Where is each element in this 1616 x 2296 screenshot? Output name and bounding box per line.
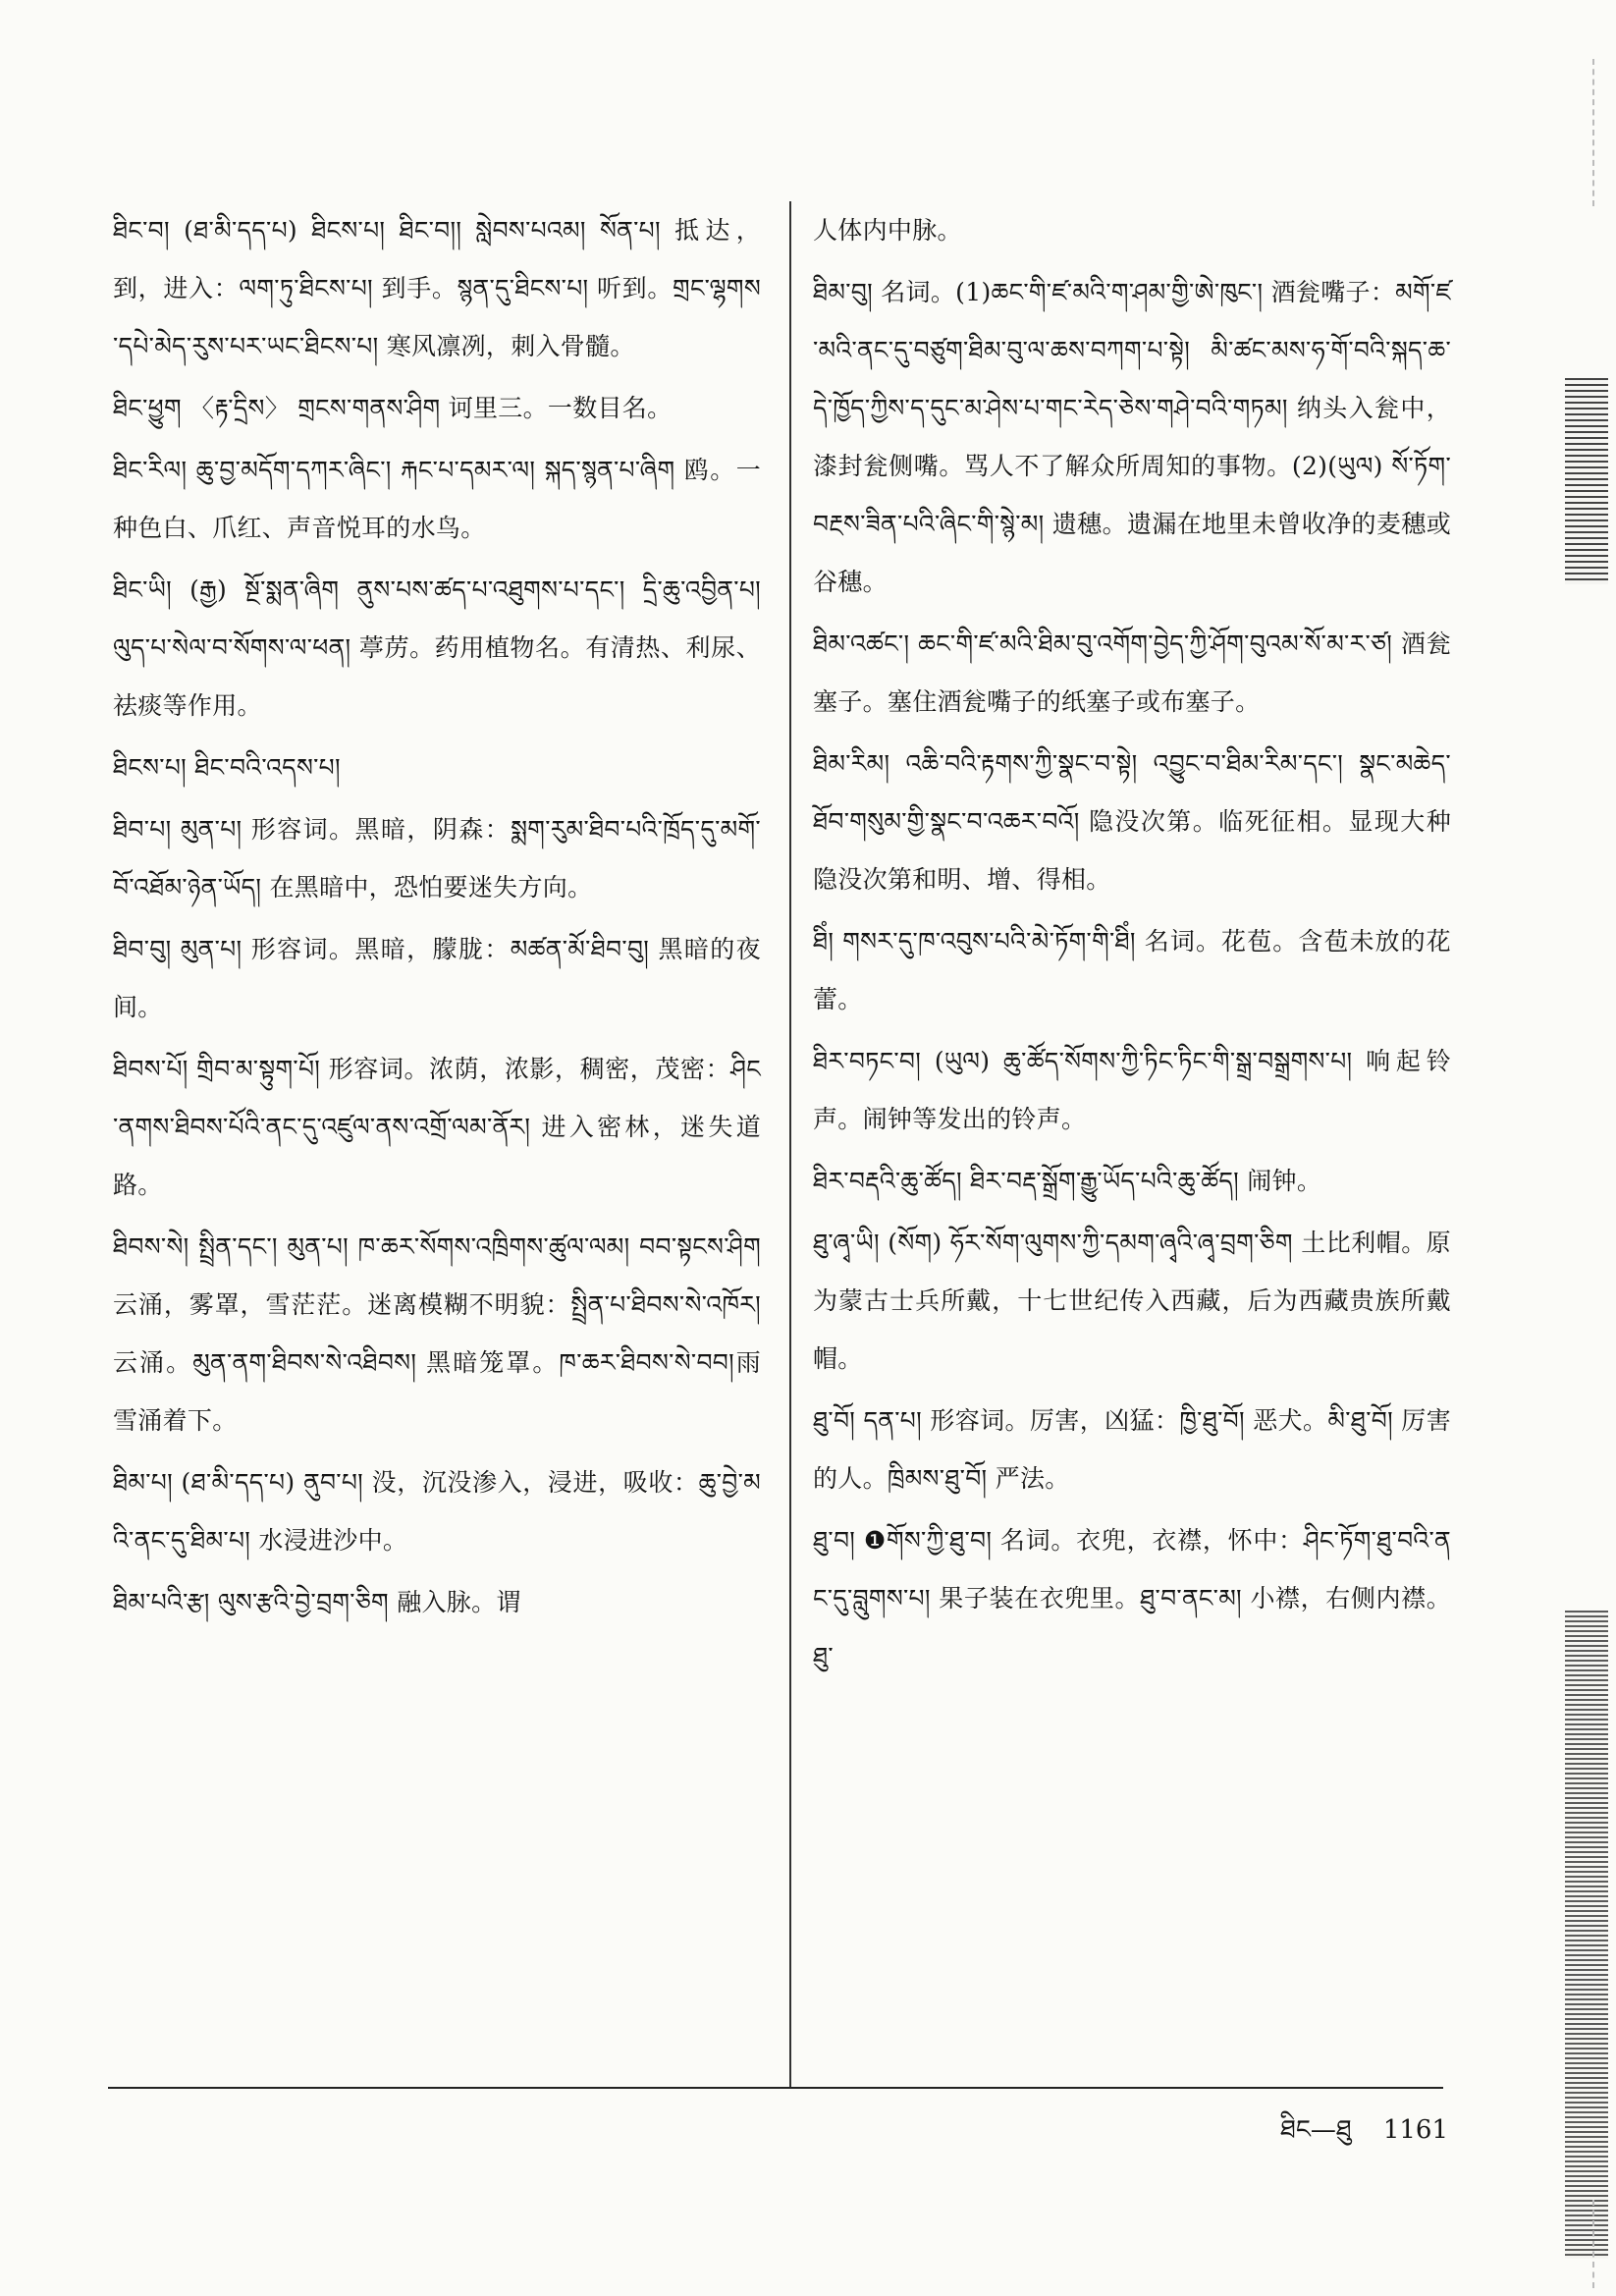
- dictionary-entry: [113, 1040, 761, 1214]
- left-column: [113, 201, 761, 1635]
- dictionary-entry: [813, 615, 1451, 731]
- scan-edge-band: [1565, 1611, 1608, 2259]
- scan-edge-mark: [1592, 2200, 1594, 2288]
- dictionary-entry: [113, 1453, 761, 1569]
- dictionary-entry: [813, 1032, 1451, 1148]
- entry-text: ཐིམ་རིམ། འཆི་བའི་རྟགས་ཀྱི་སྣང་བ་སྟེ། འབྱུང་བ་ཐིམ་རིམ་དང་། སྣང་མཆེད་ཐོབ་གསུམ་གྱི་སྣང་བ་འཆར་བའོ། 隐没次第。临死征相。显现大种隐没次第和明、增、得相。: [813, 749, 1451, 894]
- entry-text: ཐིང་རིལ། ཆུ་བྱ་མདོག་དཀར་ཞིང་། རྐང་པ་དམར་ལ། སྐད་སྙན་པ་ཞིག 鸥。一种色白、爪红、声音悦耳的水鸟。: [113, 456, 761, 542]
- entry-text: ཐིར་བཏང་བ། (ཡུལ) ཆུ་ཚོད་སོགས་ཀྱི་ཏིང་ཏིང་གི་སྒྲ་བསྒྲགས་པ། 响起铃声。闹钟等发出的铃声。: [813, 1047, 1451, 1133]
- footer-rule: [108, 2087, 1443, 2089]
- dictionary-entry: [113, 1573, 761, 1631]
- entry-text: ཐིང་ཡི། (རྒྱ) སྔོ་སྨན་ཞིག ནུས་པས་ཚད་པ་འཐུགས་པ་དང་། དྲི་ཆུ་འབྱིན་པ། ལུད་པ་སེལ་བ་སོགས་ལ་ཕན། 葶苈。药用植物名。有清热、利尿、祛痰等作用。: [113, 575, 761, 720]
- entry-text: ཐིང་ཕྱུག 〈རྟ་དྲིས〉 གྲངས་གནས་ཤིག 诃里三。一数目名。: [113, 394, 673, 422]
- page-footer: [1193, 2102, 1448, 2173]
- right-column: [813, 201, 1451, 1689]
- dictionary-entry: [813, 1392, 1451, 1507]
- entry-text: ཐིང་བ། (ཐ་མི་དད་པ) ཐིངས་པ། ཐིང་བ།། སླེབས་པའམ། སོན་པ། 抵达，到，进入：ལག་ཏུ་ཐིངས་པ། 到手。སྙན་དུ་ཐིངས་པ། 听到。གྲང་ལྷགས་དཔེ་མེད་རུས་པར་ཡང་ཐིངས་པ། 寒风凛冽，刺入骨髓。: [113, 216, 761, 360]
- entry-text: ཐིར་བརྡའི་ཆུ་ཚོད། ཐིར་བརྡ་སྒྲོག་རྒྱུ་ཡོད་པའི་ཆུ་ཚོད། 闹钟。: [813, 1167, 1322, 1195]
- scan-edge-mark: [1592, 59, 1594, 206]
- column-divider: [789, 201, 791, 2087]
- page-number: 1161: [1382, 2115, 1448, 2145]
- dictionary-entry: [813, 735, 1451, 908]
- dictionary-entry: [113, 379, 761, 437]
- entry-text: ཐུ་ཞྭ་ཡི། (སོག) ཧོར་སོག་ལུགས་ཀྱི་དམག་ཞྭའི་ཞྭ་བྲག་ཅིག 土比利帽。原为蒙古士兵所戴，十七世纪传入西藏，后为西藏贵族所戴帽。: [813, 1229, 1451, 1373]
- entry-text: ཐིངས་པ། ཐིང་བའི་འདས་པ།: [113, 753, 341, 782]
- entry-text: ཐུ་བོ། དན་པ། 形容词。厉害，凶猛：ཁྱི་ཐུ་བོ། 恶犬。མི་ཐུ་བོ། 厉害的人。ཁྲིམས་ཐུ་བོ། 严法。: [813, 1406, 1451, 1493]
- dictionary-entry: [113, 561, 761, 735]
- dictionary-entry: [813, 1511, 1451, 1685]
- entry-text: ཐིམ་པ། (ཐ་མི་དད་པ) ནུབ་པ། 没，沉没渗入，浸进，吸收：ཆུ་བྱེ་མའི་ནང་དུ་ཐིམ་པ། 水浸进沙中。: [113, 1468, 761, 1555]
- headword-range: ཐིང—ཐུ: [1280, 2115, 1352, 2145]
- entry-text: ཐིབས་སེ། སྤྲིན་དང་། མུན་པ། ཁ་ཆར་སོགས་འཁྲིགས་ཚུལ་ལམ། བབ་སྟངས་ཤིག 云涌，雾罩，雪茫茫。迷离模糊不明貌：སྤྲིན་པ་ཐིབས་སེ་འཁོར། 云涌。མུན་ནག་ཐིབས་སེ་འཐིབས། 黑暗笼罩。ཁ་ཆར་ཐིབས་སེ་བབ།雨雪涌着下。: [113, 1232, 761, 1435]
- dictionary-entry: [113, 738, 761, 796]
- dictionary-entry: [813, 1152, 1451, 1210]
- dictionary-entry: [813, 201, 1451, 259]
- dictionary-entry: [113, 201, 761, 375]
- dictionary-entry: [113, 1218, 761, 1449]
- entry-text: ཐིམ་འཚང་། ཆང་གི་ཛ་མའི་ཐིམ་བུ་འགོག་བྱེད་ཀྱི་ཤོག་བུའམ་སོ་མ་ར་ཙ། 酒瓮塞子。塞住酒瓮嘴子的纸塞子或布塞子。: [813, 629, 1451, 716]
- entry-text: ཐུ་བ། ❶གོས་ཀྱི་ཐུ་བ། 名词。衣兜，衣襟，怀中：ཤིང་ཏོག་ཐུ་བའི་ནང་དུ་བླུགས་པ། 果子装在衣兜里。ཐུ་བ་ནང་མ། 小襟，右侧内襟。ཐུ་: [813, 1526, 1451, 1670]
- dictionary-entry: [113, 441, 761, 557]
- entry-text: ཐིབས་པོ། གྲིབ་མ་སྟུག་པོ། 形容词。浓荫，浓影，稠密，茂密：ཤིང་ནགས་ཐིབས་པོའི་ནང་དུ་འཛུལ་ནས་འགྲོ་ལམ་ནོར། 进入密林，迷失道路。: [113, 1055, 761, 1199]
- entry-text: ཐིམ་པའི་རྩ། ལུས་རྩའི་བྱེ་བྲག་ཅིག 融入脉。谓: [113, 1588, 521, 1616]
- scan-edge-band: [1565, 378, 1608, 584]
- entry-text: ཐིམ་བུ། 名词。(1)ཆང་གི་ཛ་མའི་ག་ཤམ་གྱི་ཨེ་ཁུང་། 酒瓮嘴子：མགོ་ཛ་མའི་ནང་དུ་བཙུག་ཐིམ་བུ་ལ་ཆས་བཀག་པ་སྟེ། མི་ཚང་མས་ཧ་གོ་བའི་སྐད་ཆ་དེ་ཁྱོད་ཀྱིས་ད་དུང་མ་ཤེས་པ་གང་རེད་ཅེས་གཤེ་བའི་གཏམ། 纳头入瓮中，漆封瓮侧嘴。骂人不了解众所周知的事物。(2)(ཡུལ) སོ་ཏོག་བརྔས་ཟིན་པའི་ཞིང་གི་སྙེ་མ། 遗穗。遗漏在地里未曾收净的麦穗或谷穗。: [813, 278, 1451, 596]
- dictionary-entry: [813, 912, 1451, 1028]
- dictionary-entry: [113, 920, 761, 1036]
- entry-text: ཐིཾ། གསར་དུ་ཁ་འབུས་པའི་མེ་ཏོག་གི་ཐིཾ། 名词。花苞。含苞未放的花蕾。: [813, 927, 1451, 1013]
- entry-text: 人体内中脉。: [813, 216, 962, 245]
- dictionary-entry: [113, 800, 761, 916]
- entry-text: ཐིབ་པ། མུན་པ། 形容词。黑暗，阴森：སྨག་རུམ་ཐིབ་པའི་ཁྲོད་དུ་མགོ་བོ་འཐོམ་ཉེན་ཡོད། 在黑暗中，恐怕要迷失方向。: [113, 815, 761, 902]
- dictionary-entry: [813, 263, 1451, 611]
- entry-text: ཐིབ་བུ། མུན་པ། 形容词。黑暗，朦胧：མཚན་མོ་ཐིབ་བུ། 黑暗的夜间。: [113, 935, 761, 1021]
- dictionary-entry: [813, 1214, 1451, 1388]
